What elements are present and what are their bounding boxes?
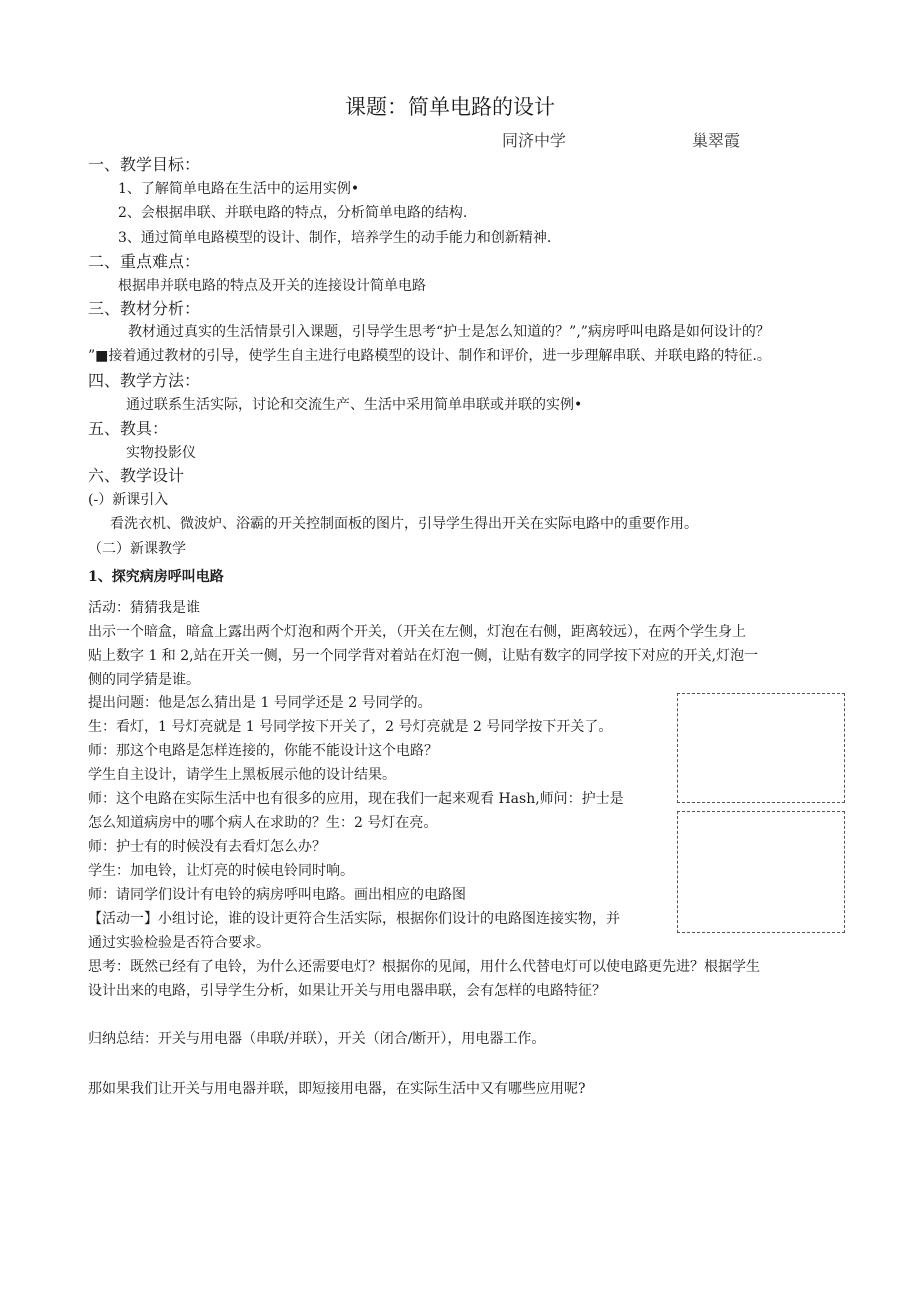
dialogue-line: 生：看灯，1 号灯亮就是 1 号同学按下开关了，2 号灯亮就是 2 号同学按下开关了。 <box>88 719 613 735</box>
analysis-line: 教材通过真实的生活情景引入课题，引导学生思考“护士是怎么知道的？”,”病房呼叫电路是如何设计的？ <box>128 324 770 340</box>
circuit-diagram-placeholder <box>677 693 845 803</box>
author-name: 巢翠霞 <box>692 131 741 150</box>
objective-item: 1、了解简单电路在生活中的运用实例• <box>118 181 360 197</box>
section-heading-methods: 四、教学方法： <box>88 371 201 390</box>
dialogue-line: 怎么知道病房中的哪个病人在求助的？生：2 号灯在亮。 <box>88 815 438 831</box>
topic-heading: 1、探究病房呼叫电路 <box>88 569 224 585</box>
description-line: 贴上数字 1 和 2,站在开关一侧，另一个同学背对着站在灯泡一侧，让贴有数字的同学按下对应的开关,灯泡一 <box>88 648 759 664</box>
section-heading-objectives: 一、教学目标： <box>88 155 201 174</box>
dialogue-line: 师：那这个电路是怎样连接的，你能不能设计这个电路？ <box>88 743 438 759</box>
dialogue-line: 师：这个电路在实际生活中也有很多的应用，现在我们一起来观看 Hash,师问：护士是 <box>88 791 624 807</box>
dialogue-line: 通过实验检验是否符合要求。 <box>88 935 270 951</box>
objective-item: 2、会根据串联、并联电路的特点，分析简单电路的结构. <box>118 205 468 221</box>
objective-item: 3、通过简单电路模型的设计、制作，培养学生的动手能力和创新精神. <box>118 230 552 246</box>
design-part-heading: (-）新课引入 <box>88 492 169 508</box>
section-heading-key-points: 二、重点难点： <box>88 252 201 271</box>
methods-text: 通过联系生活实际，讨论和交流生产、生活中采用简单串联或并联的实例• <box>126 397 583 413</box>
description-line: 出示一个暗盒，暗盒上露出两个灯泡和两个开关，（开关在左侧，灯泡在右侧，距离较远），在两个学生身上 <box>88 624 746 640</box>
thinking-line: 设计出来的电路，引导学生分析，如果让开关与用电器串联，会有怎样的电路特征？ <box>88 983 606 999</box>
analysis-line: ”■接着通过教材的引导，使学生自主进行电路模型的设计、制作和评价，进一步理解串联、并联电路的特征.。 <box>88 348 771 364</box>
design-intro-text: 看洗衣机、微波炉、浴霸的开关控制面板的图片，引导学生得出开关在实际电路中的重要作用。 <box>110 516 698 532</box>
section-heading-tools: 五、教具： <box>88 419 169 438</box>
summary-text: 归纳总结：开关与用电器（串联/并联），开关（闭合/断开），用电器工作。 <box>88 1031 546 1047</box>
page-title: 课题：简单电路的设计 <box>345 95 555 119</box>
tools-text: 实物投影仪 <box>126 445 196 461</box>
description-line: 侧的同学猜是谁。 <box>88 672 200 688</box>
dialogue-line: 学生：加电铃，让灯亮的时候电铃同时响。 <box>88 863 354 879</box>
activity-title: 活动：猜猜我是谁 <box>88 600 200 616</box>
dialogue-line: 师：护士有的时候没有去看灯怎么办？ <box>88 839 326 855</box>
circuit-diagram-placeholder <box>677 811 845 933</box>
dialogue-line: 【活动一】小组讨论，谁的设计更符合生活实际，根据你们设计的电路图连接实物，并 <box>88 911 620 927</box>
section-heading-design: 六、教学设计 <box>88 466 185 485</box>
dialogue-line: 师：请同学们设计有电铃的病房呼叫电路。画出相应的电路图 <box>88 887 466 903</box>
closing-question: 那如果我们让开关与用电器并联，即短接用电器，在实际生活中又有哪些应用呢? <box>88 1081 586 1097</box>
section-heading-analysis: 三、教材分析： <box>88 299 201 318</box>
dialogue-line: 提出问题：他是怎么猜出是 1 号同学还是 2 号同学的。 <box>88 695 432 711</box>
dialogue-line: 学生自主设计，请学生上黑板展示他的设计结果。 <box>88 767 396 783</box>
key-points-text: 根据串并联电路的特点及开关的连接设计简单电路 <box>118 278 426 294</box>
thinking-line: 思考：既然已经有了电铃，为什么还需要电灯？根据你的见闻，用什么代替电灯可以使电路更先进？根据学生 <box>88 959 760 975</box>
school-name: 同济中学 <box>502 131 567 150</box>
design-part-heading: （二）新课教学 <box>88 541 186 557</box>
